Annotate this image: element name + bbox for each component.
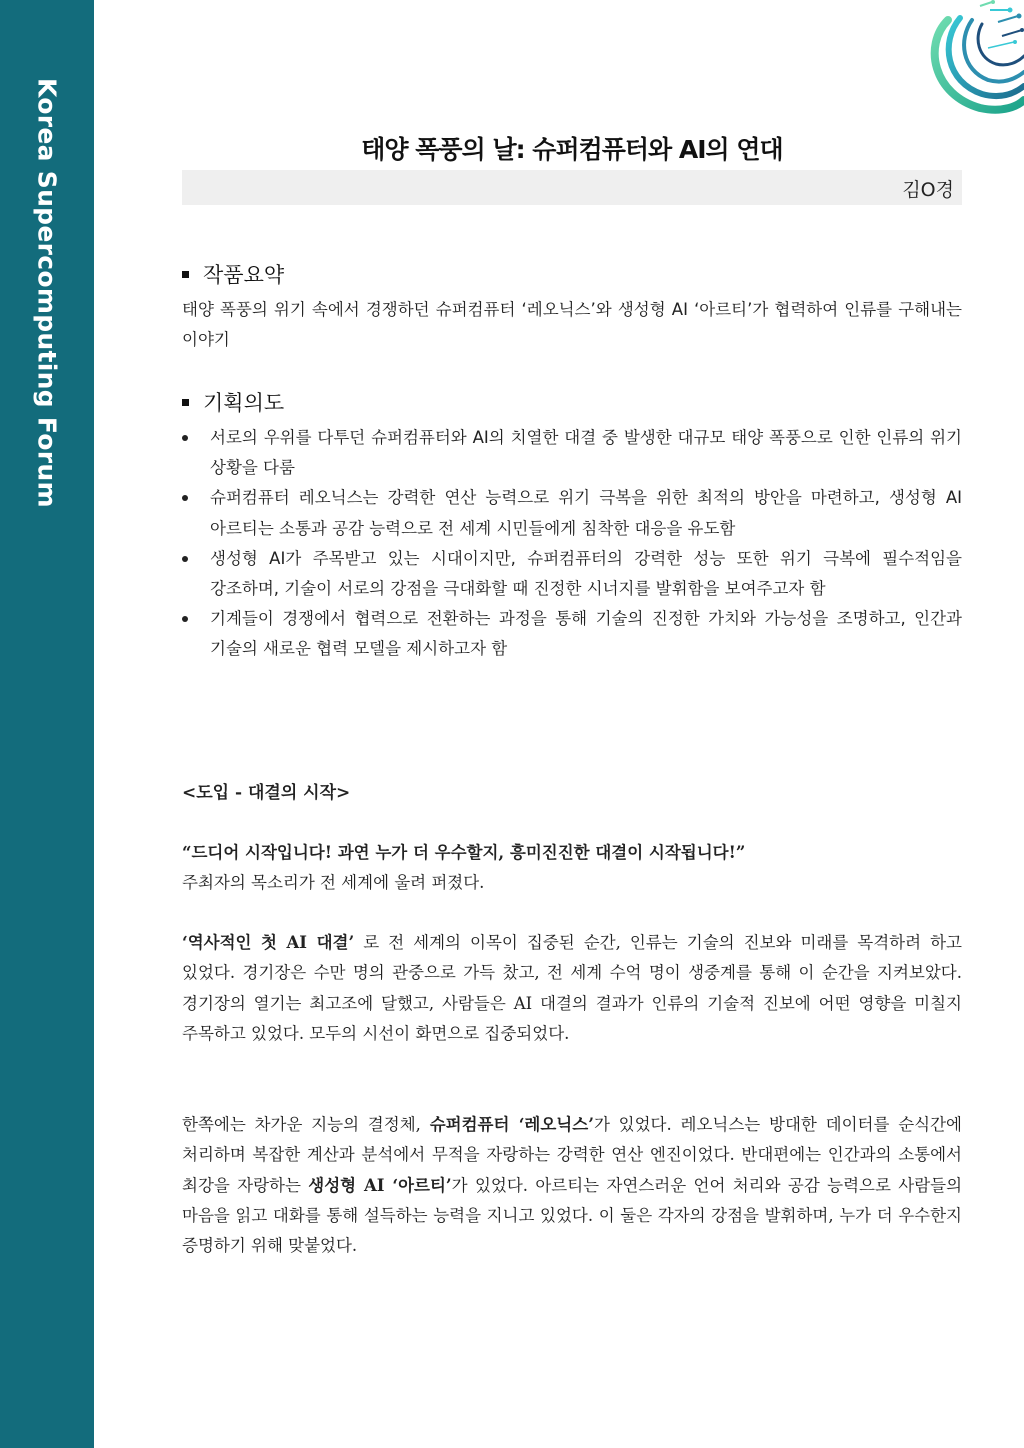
ksf-logo-icon <box>918 0 1024 120</box>
story-p3-e: 가 있었다. 아르티는 자연스러운 언어 처리와 공감 능력으로 사람들의 마음을 읽고 대화를 통해 설득하는 능력을 지니고 있었다. 이 둘은 각자의 강점을 발휘하며, 누가 더 우수한지 증명하기 위해 맞붙었다. <box>182 1175 963 1256</box>
list-item: 생성형 AI가 주목받고 있는 시대이지만, 슈퍼컴퓨터의 강력한 성능 또한 위기 극복에 필수적임을 강조하며, 기술이 서로의 강점을 극대화할 때 진정한 시너지를 발휘함을 보여주고자 함 <box>182 544 962 604</box>
story-p2-bold: ‘역사적인 첫 AI 대결’ <box>182 933 355 952</box>
summary-text: 태양 폭풍의 위기 속에서 경쟁하던 슈퍼컴퓨터 ‘레오닉스’와 생성형 AI ‘아르티’가 협력하여 인류를 구해내는 이야기 <box>182 300 962 349</box>
bullet-dot-icon <box>182 495 188 501</box>
list-item: 서로의 우위를 다투던 슈퍼컴퓨터와 AI의 치열한 대결 중 발생한 대규모 태양 폭풍으로 인한 인류의 위기 상황을 다룸 <box>182 423 962 483</box>
document-title: 태양 폭풍의 날: 슈퍼컴퓨터와 AI의 연대 <box>361 135 783 164</box>
summary-heading <box>182 259 284 289</box>
bullet-dot-icon <box>182 556 188 562</box>
story-p3-a: 한쪽에는 차가운 지능의 결정체, <box>182 1115 421 1134</box>
sidebar <box>0 0 94 1448</box>
square-bullet-icon <box>182 399 189 406</box>
story-quote-paragraph <box>182 838 962 899</box>
story-quote-after: 주최자의 목소리가 전 세계에 울려 퍼졌다. <box>182 873 485 893</box>
story-p3-d: 생성형 AI ‘아르티’ <box>308 1175 452 1195</box>
bullet-dot-icon <box>182 616 188 622</box>
square-bullet-icon <box>182 271 189 278</box>
story-p2-text: 로 전 세계의 이목이 집중된 순간, 인류는 기술의 진보와 미래를 목격하려 하고 있었다. 경기장은 수만 명의 관중으로 가득 찼고, 전 세계 수억 명이 생중계를 통해 이 순간을 지켜보았다. 경기장의 열기는 최고조에 달했고, 사람들은 AI 대결의 결과가 인류의 기술적 진보에 어떤 영향을 미칠지 주목하고 있었다. 모두의 시선이 화면으로 집중되었다. <box>182 933 962 1043</box>
story-p3-b: 슈퍼컴퓨터 ‘레오닉스’ <box>429 1115 594 1134</box>
bullet-dot-icon <box>182 435 188 441</box>
author-bar <box>182 170 962 205</box>
story-quote: “드디어 시작입니다! 과연 누가 더 우수할지, 흥미진진한 대결이 시작됩니다!” <box>182 843 746 862</box>
story-section-title: <도입 - 대결의 시작> <box>182 783 351 803</box>
story-p3-c: 가 있었다. 레오닉스는 방대한 데이터를 순식간에 처리하며 복잡한 계산과 분석에서 무적을 자랑하는 강력한 연산 엔진이었다. 반대편에는 인간과의 소통에서 최강을 자랑하는 <box>182 1115 962 1195</box>
sidebar-brand-text: Korea Supercomputing Forum <box>32 78 62 508</box>
list-item: 슈퍼컴퓨터 레오닉스는 강력한 연산 능력으로 위기 극복을 위한 최적의 방안을 마련하고, 생성형 AI 아르티는 소통과 공감 능력으로 전 세계 시민들에게 침착한 대응을 유도함 <box>182 483 962 543</box>
list-item: 기계들이 경쟁에서 협력으로 전환하는 과정을 통해 기술의 진정한 가치와 가능성을 조명하고, 인간과 기술의 새로운 협력 모델을 제시하고자 함 <box>182 604 962 664</box>
story-paragraph-2 <box>182 928 962 1049</box>
intent-list <box>182 423 962 665</box>
story-paragraph-3 <box>182 1110 962 1261</box>
intent-heading <box>182 387 284 417</box>
intent-heading-text: 기획의도 <box>203 391 285 415</box>
summary-heading-text: 작품요약 <box>203 263 285 287</box>
author-name: 김O경 <box>902 179 954 201</box>
